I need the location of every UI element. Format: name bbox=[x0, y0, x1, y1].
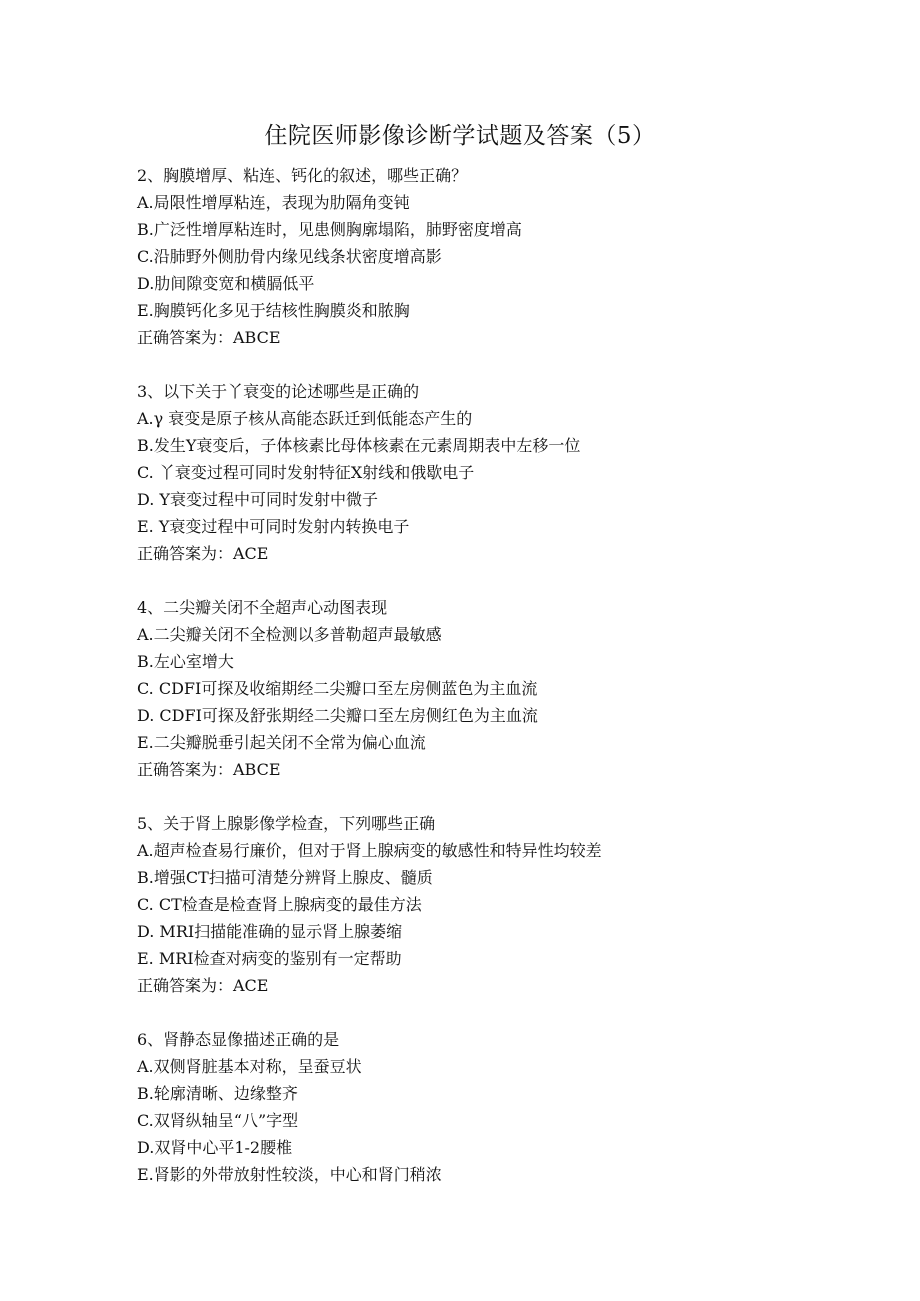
question-3 bbox=[137, 378, 837, 567]
option-c: C.双肾纵轴呈“八”字型 bbox=[137, 1111, 299, 1130]
option-b: B.发生Y衰变后，子体核素比母体核素在元素周期表中左移一位 bbox=[137, 436, 581, 455]
option-c: C.沿肺野外侧肋骨内缘见线条状密度增高影 bbox=[137, 247, 442, 266]
question-stem: 3、以下关于丫衰变的论述哪些是正确的 bbox=[137, 382, 420, 401]
option-e: E.肾影的外带放射性较淡，中心和肾门稍浓 bbox=[137, 1165, 442, 1184]
option-d: D. Y衰变过程中可同时发射中微子 bbox=[137, 490, 378, 509]
answer-line: 正确答案为：ABCE bbox=[137, 328, 281, 347]
answer-line: 正确答案为：ACE bbox=[137, 976, 269, 995]
option-b: B.左心室增大 bbox=[137, 652, 234, 671]
question-stem: 6、肾静态显像描述正确的是 bbox=[137, 1030, 340, 1049]
answer-line: 正确答案为：ACE bbox=[137, 544, 269, 563]
question-stem: 2、胸膜增厚、粘连、钙化的叙述，哪些正确？ bbox=[137, 166, 468, 185]
question-6 bbox=[137, 1026, 837, 1188]
option-a: A.双侧肾脏基本对称，呈蚕豆状 bbox=[137, 1057, 362, 1076]
option-d: D. CDFI可探及舒张期经二尖瓣口至左房侧红色为主血流 bbox=[137, 706, 538, 725]
option-d: D. MRI扫描能准确的显示肾上腺萎缩 bbox=[137, 922, 403, 941]
option-d: D.肋间隙变宽和横膈低平 bbox=[137, 274, 315, 293]
page-title: 住院医师影像诊断学试题及答案（5） bbox=[264, 123, 656, 149]
option-a: A.局限性增厚粘连，表现为肋隔角变钝 bbox=[137, 193, 410, 212]
option-c: C. 丫衰变过程可同时发射特征X射线和俄歇电子 bbox=[137, 463, 475, 482]
option-e: E.二尖瓣脱垂引起关闭不全常为偏心血流 bbox=[137, 733, 426, 752]
question-stem: 5、关于肾上腺影像学检查，下列哪些正确 bbox=[137, 814, 436, 833]
option-c: C. CT检查是检查肾上腺病变的最佳方法 bbox=[137, 895, 422, 914]
question-5 bbox=[137, 810, 837, 999]
option-e: E.胸膜钙化多见于结核性胸膜炎和脓胸 bbox=[137, 301, 410, 320]
answer-line: 正确答案为：ABCE bbox=[137, 760, 281, 779]
option-d: D.双肾中心平1-2腰椎 bbox=[137, 1138, 293, 1157]
option-e: E. MRI检查对病变的鉴别有一定帮助 bbox=[137, 949, 402, 968]
option-b: B.轮廓清晰、边缘整齐 bbox=[137, 1084, 298, 1103]
option-a: A.二尖瓣关闭不全检测以多普勒超声最敏感 bbox=[137, 625, 442, 644]
question-4 bbox=[137, 594, 837, 783]
question-list bbox=[137, 162, 837, 1215]
option-b: B.广泛性增厚粘连时，见患侧胸廓塌陷，肺野密度增高 bbox=[137, 220, 522, 239]
question-stem: 4、二尖瓣关闭不全超声心动图表现 bbox=[137, 598, 388, 617]
option-b: B.增强CT扫描可清楚分辨肾上腺皮、髓质 bbox=[137, 868, 433, 887]
option-e: E. Y衰变过程中可同时发射内转换电子 bbox=[137, 517, 410, 536]
option-a: A.γ 衰变是原子核从高能态跃迁到低能态产生的 bbox=[137, 409, 473, 428]
option-a: A.超声检查易行廉价，但对于肾上腺病变的敏感性和特异性均较差 bbox=[137, 841, 602, 860]
option-c: C. CDFI可探及收缩期经二尖瓣口至左房侧蓝色为主血流 bbox=[137, 679, 538, 698]
question-2 bbox=[137, 162, 837, 351]
